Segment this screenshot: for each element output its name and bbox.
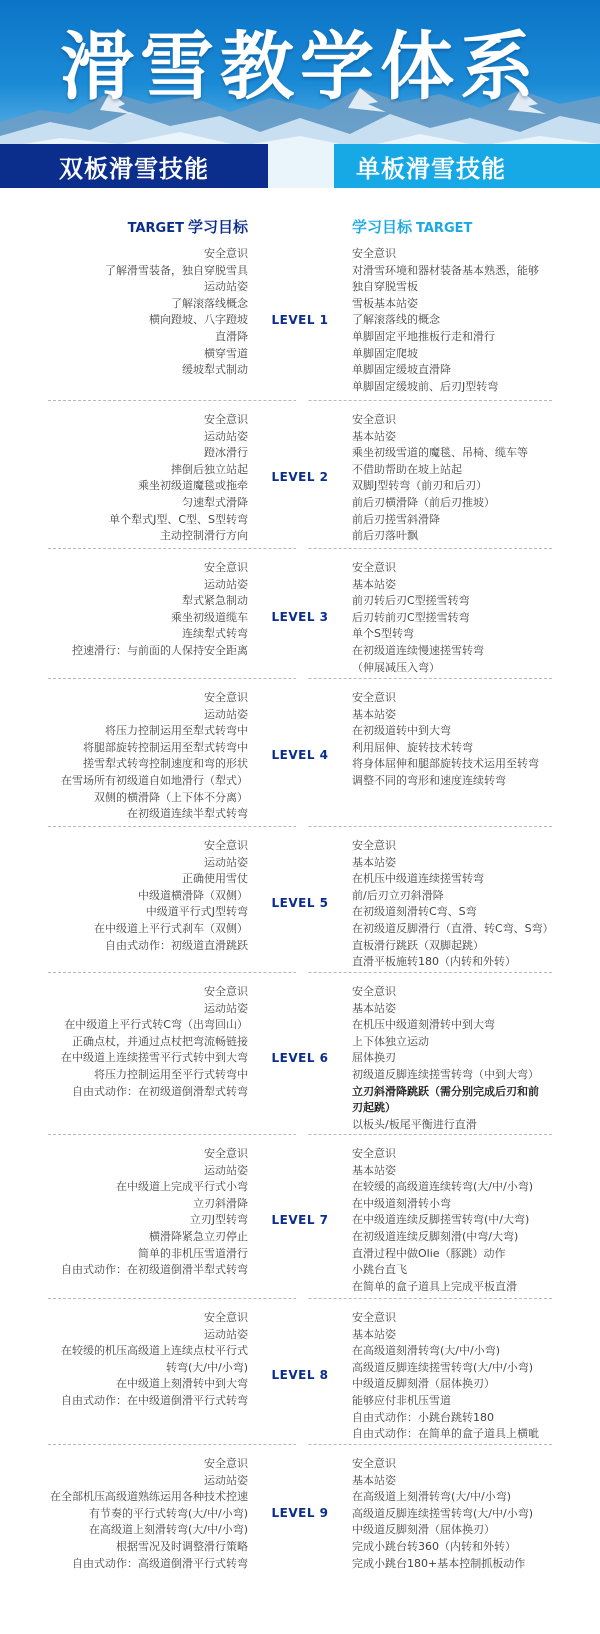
goal-item: 摔倒后独立站起 (171, 462, 248, 476)
goal-item: 乘坐初级道魔毯或拖牵 (138, 479, 248, 493)
goal-item: 运动站姿 (204, 1163, 248, 1177)
goal-item: 安全意识 (352, 691, 396, 704)
goal-item: 单脚固定平地推板行走和滑行 (352, 329, 495, 343)
goal-item: 正确使用雪仗 (182, 872, 248, 886)
double-board-goals (105, 246, 248, 379)
goal-item: 立刃J型转弯 (189, 1213, 248, 1227)
snowboard-goals (352, 412, 528, 545)
target-en-left: TARGET (127, 221, 184, 236)
goal-item: 安全意识 (352, 247, 396, 260)
goal-item: 搓雪犁式转弯控制速度和弯的形状 (83, 757, 248, 771)
goal-item: 将腿部旋转控制运用至犁式转弯中 (83, 740, 248, 754)
goal-item: 单个S型转弯 (352, 627, 414, 641)
section-divider (48, 548, 552, 549)
target-cn-right: 学习目标 (352, 218, 413, 236)
page-title: 滑雪教学体系 (60, 24, 540, 110)
goal-item: 运动站姿 (204, 707, 248, 721)
goal-item: 基本站姿 (352, 707, 396, 721)
level-label: LEVEL 3 (271, 610, 329, 625)
goal-item: 转弯(大/中/小弯) (166, 1360, 248, 1374)
double-board-goals (61, 1146, 248, 1279)
goal-item: 高级道反脚连续搓雪转弯(大/中/小弯) (352, 1360, 533, 1374)
goal-item: 基本站姿 (352, 1163, 396, 1177)
snowboard-goals (352, 1146, 533, 1295)
goal-item: 安全意识 (352, 985, 396, 998)
goal-item: 根据雪况及时调整滑行策略 (116, 1539, 248, 1553)
level-label: LEVEL 1 (271, 312, 329, 327)
goal-item: 安全意识 (352, 1147, 396, 1160)
goal-item: 单脚固定缓坡直滑降 (352, 363, 451, 377)
goal-item: 基本站姿 (352, 429, 396, 443)
snowboard-goals (352, 838, 554, 971)
goal-item: 蹬冰滑行 (204, 446, 248, 460)
goal-item: 完成小跳台180+基本控制抓板动作 (352, 1556, 526, 1570)
goal-item: 自由式动作：在中级道倒滑平行式转弯 (61, 1393, 248, 1407)
goal-item: 双侧的横滑降（上下体不分离） (94, 790, 248, 804)
goal-item: 自由式动作：初级道直滑跳跃 (105, 938, 248, 952)
goal-item: 调整不同的弯形和速度连续转弯 (352, 773, 506, 787)
goal-item: 在初级道连续半犁式转弯 (127, 807, 248, 821)
tab-double-board-skills: 双板滑雪技能 (0, 144, 268, 188)
double-board-goals (50, 1456, 248, 1572)
goal-item: 立刃斜滑降跳跃（需分别完成后刃和前 (352, 1084, 539, 1098)
goal-item: 前/后刃立刃斜滑降 (352, 888, 444, 902)
level-label: LEVEL 9 (271, 1506, 329, 1521)
goal-item: 中级道反脚刻滑（屈体换刃） (352, 1377, 495, 1391)
goal-item: 直板滑行跳跃（双脚起跳） (352, 938, 484, 952)
goal-item: 在机压中级道刻滑转中到大弯 (352, 1018, 495, 1032)
goal-item: 在较缓的机压高级道上连续点杖平行式 (61, 1344, 248, 1358)
level-label: LEVEL 2 (271, 470, 329, 485)
section-divider (48, 1298, 552, 1299)
goal-item: 中级道平行式J型转弯 (145, 905, 248, 919)
double-board-goals (61, 690, 248, 823)
goal-item: 中级道反脚刻滑（屈体换刃） (352, 1523, 495, 1537)
goal-item: 安全意识 (204, 839, 248, 852)
goal-item: 自由式动作：在初级道倒滑半犁式转弯 (61, 1263, 248, 1277)
goal-item: 将压力控制运用至平行式转弯中 (94, 1067, 248, 1081)
goal-item: 在初级道连续反脚刻滑(中弯/大弯) (352, 1229, 519, 1243)
target-heading-right (352, 216, 472, 237)
goal-item: 基本站姿 (352, 577, 396, 591)
goal-item: 横穿雪道 (204, 346, 248, 360)
snowboard-goals (352, 246, 539, 395)
goal-item: 运动站姿 (204, 1473, 248, 1487)
target-cn-left: 学习目标 (187, 218, 248, 236)
goal-item: 直滑平板施转180（内转和外转） (352, 955, 516, 969)
goal-item: 安全意识 (204, 247, 248, 260)
goal-item: 单脚固定爬坡 (352, 346, 418, 360)
goal-item: 安全意识 (352, 1457, 396, 1470)
goal-item: 基本站姿 (352, 1327, 396, 1341)
goal-item: 安全意识 (352, 1311, 396, 1324)
goal-item: 运动站姿 (204, 1327, 248, 1341)
section-divider (48, 1444, 552, 1445)
goal-item: 双脚J型转弯（前刃和后刃） (352, 479, 488, 493)
goal-item: 后刃转前刃C型搓雪转弯 (352, 610, 470, 624)
goal-item: 运动站姿 (204, 429, 248, 443)
goal-item: 小跳台直飞 (352, 1263, 407, 1277)
goal-item: 在初级道刻滑转C弯、S弯 (352, 905, 477, 919)
goal-item: 了解滑雪装备，独自穿脱雪具 (105, 263, 248, 277)
target-heading-left (128, 216, 248, 237)
goal-item: 在全部机压高级道熟练运用各种技术控速 (50, 1490, 248, 1504)
section-divider (48, 826, 552, 827)
goal-item: 运动站姿 (204, 855, 248, 869)
goal-item: 安全意识 (352, 839, 396, 852)
goal-item: 乘坐初级道缆车 (171, 610, 248, 624)
goal-item: 安全意识 (352, 561, 396, 574)
goal-item: 基本站姿 (352, 1001, 396, 1015)
target-en-right: TARGET (416, 221, 473, 236)
level-label: LEVEL 5 (271, 896, 329, 911)
goal-item: （伸展减压入弯） (352, 660, 440, 674)
goal-item: 不借助帮助在坡上站起 (352, 462, 462, 476)
goal-item: 在中级道上连续搓雪平行式转中到大弯 (61, 1051, 248, 1065)
double-board-goals (72, 560, 248, 660)
goal-item: 连续犁式转弯 (182, 627, 248, 641)
goal-item: 独自穿脱雪板 (352, 280, 418, 294)
goal-item: 安全意识 (204, 413, 248, 426)
goal-item: 前后刃横滑降（前后刃推坡） (352, 495, 495, 509)
goal-item: 在雪场所有初级道自如地滑行（犁式） (61, 773, 248, 787)
goal-item: 匀速犁式滑降 (182, 495, 248, 509)
goal-item: 在中级道上刻滑转中到大弯 (116, 1377, 248, 1391)
goal-item: 乘坐初级雪道的魔毯、吊椅、缆车等 (352, 446, 528, 460)
header-banner (0, 0, 600, 188)
goal-item: 在高级道上刻滑转弯(大/中/小弯) (89, 1523, 248, 1537)
goal-item: 初级道反脚连续搓雪转弯（中到大弯） (352, 1067, 539, 1081)
goal-item: 将身体屈伸和腿部旋转技术运用至转弯 (352, 757, 539, 771)
goal-item: 在初级道转中到大弯 (352, 724, 451, 738)
goal-item: 安全意识 (204, 691, 248, 704)
level-label: LEVEL 6 (271, 1050, 329, 1065)
goal-item: 在高级道上刻滑转弯(大/中/小弯) (352, 1490, 511, 1504)
goal-item: 简单的非机压雪道滑行 (138, 1246, 248, 1260)
section-divider (48, 400, 552, 401)
goal-item: 运动站姿 (204, 1001, 248, 1015)
goal-item: 基本站姿 (352, 855, 396, 869)
goal-item: 立刃斜滑降 (193, 1196, 248, 1210)
goal-item: 在高级道刻滑转弯(大/中/小弯) (352, 1344, 500, 1358)
goal-item: 上下体独立运动 (352, 1034, 429, 1048)
snowboard-goals (352, 984, 539, 1133)
goal-item: 在中级道上平行式转C弯（出弯回山） (64, 1018, 248, 1032)
goal-item: 以板头/板尾平衡进行直滑 (352, 1117, 477, 1131)
snowboard-goals (352, 560, 484, 676)
snowboard-goals (352, 1456, 533, 1572)
goal-item: 控速滑行：与前面的人保持安全距离 (72, 643, 248, 657)
goal-item: 直滑降 (215, 329, 248, 343)
goal-item: 自由式动作：小跳台跳转180 (352, 1410, 494, 1424)
goal-item: 屈体换刃 (352, 1051, 396, 1065)
double-board-goals (61, 1310, 248, 1410)
snowboard-goals (352, 690, 539, 790)
double-board-goals (61, 984, 248, 1100)
goal-item: 自由式动作：在初级道倒滑犁式转弯 (72, 1084, 248, 1098)
goal-item: 在简单的盒子道具上完成平板直滑 (352, 1279, 517, 1293)
goal-item: 单脚固定缓坡前、后刃J型转弯 (352, 379, 499, 393)
goal-item: 了解滚落线概念 (171, 296, 248, 310)
goal-item: 犁式紧急制动 (182, 594, 248, 608)
goal-item: 在中级道上平行式刹车（双侧） (94, 921, 248, 935)
goal-item: 正确点杖，并通过点杖把弯流畅链接 (72, 1034, 248, 1048)
goal-item: 运动站姿 (204, 280, 248, 294)
goal-item: 前后刃搓雪斜滑降 (352, 512, 440, 526)
goal-item: 利用屈伸、旋转技术转弯 (352, 740, 473, 754)
goal-item: 在初级道连续慢速搓雪转弯 (352, 643, 484, 657)
goal-item: 在中级道上完成平行式小弯 (116, 1180, 248, 1194)
double-board-goals (109, 412, 248, 545)
goal-item: 自由式动作：在简单的盒子道具上横呲 (352, 1427, 539, 1441)
goal-item: 在中级道连续反脚搓雪转弯(中/大弯) (352, 1213, 530, 1227)
goal-item: 能够应付非机压雪道 (352, 1393, 451, 1407)
level-label: LEVEL 4 (271, 748, 329, 763)
goal-item: 直滑过程中做Olie（豚跳）动作 (352, 1246, 506, 1260)
double-board-goals (94, 838, 248, 954)
goal-item: 基本站姿 (352, 1473, 396, 1487)
goal-item: 了解滚落线的概念 (352, 313, 440, 327)
goal-item: 前刃转后刃C型搓雪转弯 (352, 594, 470, 608)
goal-item: 安全意识 (204, 1311, 248, 1324)
level-label: LEVEL 7 (271, 1212, 329, 1227)
goal-item: 缓坡犁式制动 (182, 363, 248, 377)
goal-item: 安全意识 (204, 985, 248, 998)
section-divider (48, 972, 552, 973)
goal-item: 安全意识 (204, 561, 248, 574)
section-divider (48, 678, 552, 679)
goal-item: 横向蹬坡、八字蹬坡 (149, 313, 248, 327)
goal-item: 横滑降紧急立刃停止 (149, 1229, 248, 1243)
goal-item: 安全意识 (352, 413, 396, 426)
goal-item: 有节奏的平行式转弯(大/中/小弯) (89, 1506, 248, 1520)
section-divider (48, 1134, 552, 1135)
goal-item: 在初级道反脚滑行（直滑、转C弯、S弯） (352, 921, 554, 935)
tab-snowboard-skills: 单板滑雪技能 (334, 144, 600, 188)
goal-item: 安全意识 (204, 1147, 248, 1160)
goal-item: 高级道反脚连续搓雪转弯(大/中/小弯) (352, 1506, 533, 1520)
goal-item: 自由式动作：高级道倒滑平行式转弯 (72, 1556, 248, 1570)
goal-item: 在机压中级道连续搓雪转弯 (352, 872, 484, 886)
goal-item: 主动控制滑行方向 (160, 529, 248, 543)
goal-item: 安全意识 (204, 1457, 248, 1470)
goal-item: 将压力控制运用至犁式转弯中 (105, 724, 248, 738)
goal-item: 在较缓的高级道连续转弯(大/中/小弯) (352, 1180, 533, 1194)
snowboard-goals (352, 1310, 539, 1443)
goal-item: 对滑雪环境和器材装备基本熟悉，能够 (352, 263, 539, 277)
goal-item: 雪板基本站姿 (352, 296, 418, 310)
goal-item: 在中级道刻滑转小弯 (352, 1196, 451, 1210)
goal-item: 刃起跳） (352, 1101, 396, 1115)
level-label: LEVEL 8 (271, 1368, 329, 1383)
goal-item: 完成小跳台转360（内转和外转） (352, 1539, 516, 1553)
goal-item: 中级道横滑降（双侧） (138, 888, 248, 902)
goal-item: 前后刃落叶飘 (352, 529, 418, 543)
goal-item: 单个犁式J型、C型、S型转弯 (109, 512, 248, 526)
goal-item: 运动站姿 (204, 577, 248, 591)
